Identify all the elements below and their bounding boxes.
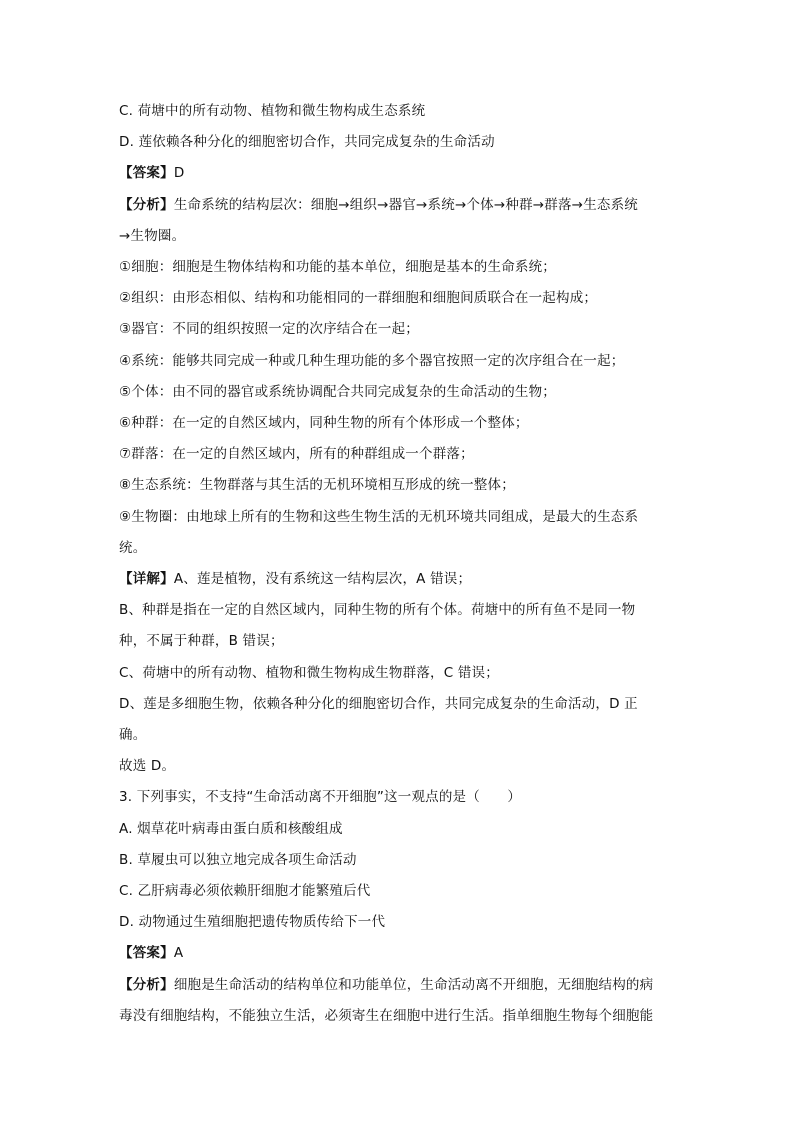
analysis-intro-2: →生物圈。 xyxy=(119,227,186,244)
level-ecosystem: ⑧生态系统：生物群落与其生活的无机环境相互形成的统一整体； xyxy=(119,477,515,494)
level-organ: ③器官：不同的组织按照一定的次序结合在一起； xyxy=(119,321,420,338)
choice-line: 故选 D。 xyxy=(119,758,176,775)
answer-tag: 【答案】 xyxy=(119,165,174,182)
option-c-prev: C. 荷塘中的所有动物、植物和微生物构成生态系统 xyxy=(119,103,426,119)
question-3-analysis-line-1 xyxy=(119,970,679,1001)
answer-prev-value: D xyxy=(173,165,185,182)
document-page xyxy=(119,96,679,1032)
question-3-option-a: A. 烟草花叶病毒由蛋白质和核酸组成 xyxy=(119,820,343,837)
question-3-answer-value: A xyxy=(173,945,184,962)
option-d-prev: D. 莲依赖各种分化的细胞密切合作，共同完成复杂的生命活动 xyxy=(119,134,495,151)
question-3-analysis-2: 毒没有细胞结构，不能独立生活，必须寄生在细胞中进行生活。指单细胞生物每个细胞能 xyxy=(119,1007,654,1024)
question-3-option-c: C. 乙肝病毒必须依赖肝细胞才能繁殖后代 xyxy=(119,883,371,900)
question-3-stem: 3. 下列事实，不支持“生命活动离不开细胞”这一观点的是（ ） xyxy=(119,789,522,806)
question-3-option-b: B. 草履虫可以独立地完成各项生命活动 xyxy=(119,851,357,868)
detail-b-1: B、种群是指在一定的自然区域内，同种生物的所有个体。荷塘中的所有鱼不是同一物 xyxy=(119,602,636,619)
question-3-analysis-1: 细胞是生命活动的结构单位和功能单位，生命活动离不开细胞，无细胞结构的病 xyxy=(173,976,654,993)
question-3-answer-tag: 【答案】 xyxy=(119,945,174,962)
level-population: ⑥种群：在一定的自然区域内，同种生物的所有个体形成一个整体； xyxy=(119,415,529,432)
answer-prev-line xyxy=(119,158,679,189)
question-3-option-d: D. 动物通过生殖细胞把遗传物质传给下一代 xyxy=(119,914,386,931)
analysis-prev-line-1 xyxy=(119,190,679,221)
question-3-answer-line xyxy=(119,938,679,969)
level-biosphere: ⑨生物圈：由地球上所有的生物和这些生物生活的无机环境共同组成，是最大的生态系 xyxy=(119,508,639,525)
detail-d-2: 确。 xyxy=(119,727,147,744)
detail-b-2: 种，不属于种群，B 错误； xyxy=(119,633,284,650)
level-community: ⑦群落：在一定的自然区域内，所有的种群组成一个群落； xyxy=(119,446,474,463)
level-system: ④系统：能够共同完成一种或几种生理功能的多个器官按照一定的次序组合在一起； xyxy=(119,352,625,369)
question-3-analysis-tag: 【分析】 xyxy=(119,976,174,993)
level-cell: ①细胞：细胞是生物体结构和功能的基本单位，细胞是基本的生命系统； xyxy=(119,259,557,276)
analysis-tag: 【分析】 xyxy=(119,196,174,213)
analysis-intro-1: 生命系统的结构层次：细胞→组织→器官→系统→个体→种群→群落→生态系统 xyxy=(173,196,638,213)
level-tissue: ②组织：由形态相似、结构和功能相同的一群细胞和细胞间质联合在一起构成； xyxy=(119,290,598,307)
detail-d-1: D、莲是多细胞生物，依赖各种分化的细胞密切合作，共同完成复杂的生命活动，D 正 xyxy=(119,695,638,712)
detail-a-line xyxy=(119,564,679,595)
detail-a: A、莲是植物，没有系统这一结构层次，A 错误； xyxy=(173,571,472,588)
level-biosphere-cont: 统。 xyxy=(119,539,147,556)
level-individual: ⑤个体：由不同的器官或系统协调配合共同完成复杂的生命活动的生物； xyxy=(119,383,557,400)
detail-c: C、荷塘中的所有动物、植物和微生物构成生物群落，C 错误； xyxy=(119,664,499,681)
detail-tag: 【详解】 xyxy=(119,571,174,588)
